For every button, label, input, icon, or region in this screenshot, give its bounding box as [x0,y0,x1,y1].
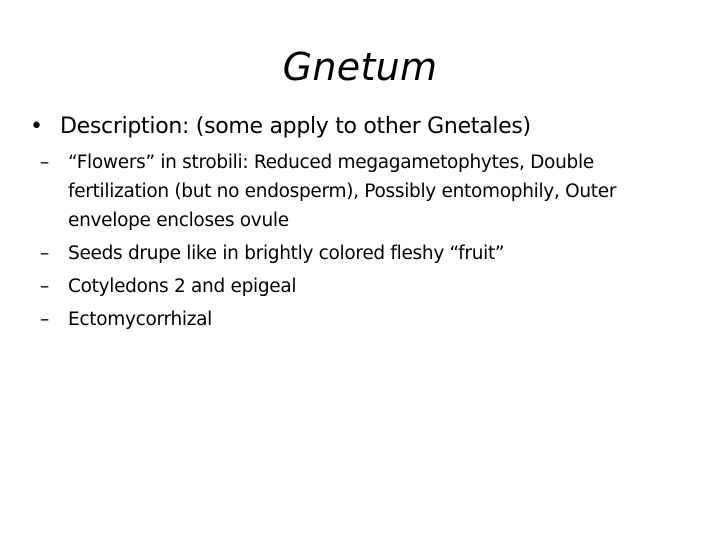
bullet-marker: • [30,114,43,139]
slide-title: Gnetum [282,45,438,89]
dash-marker: – [40,152,49,173]
bullet-list [30,110,690,334]
bullet-item [30,110,690,144]
sub-bullet-item [40,239,690,268]
sub-bullet-item [40,272,690,301]
sub-bullet-text: Cotyledons 2 and epigeal [68,276,297,297]
sub-bullet-text: Seeds drupe like in brightly colored fleshy “fruit” [68,243,505,264]
sub-bullet-item [40,148,690,235]
sub-bullet-list [40,148,690,334]
dash-marker: – [40,243,49,264]
sub-bullet-text: Ectomycorrhizal [68,309,213,330]
dash-marker: – [40,309,49,330]
sub-bullet-item [40,305,690,334]
dash-marker: – [40,276,49,297]
sub-bullet-text: “Flowers” in strobili: Reduced megagametophytes, Double fertilization (but no endosperm), Possibly entomophily, Outer envelope encloses ovule [68,152,617,231]
bullet-text: Description: (some apply to other Gnetales) [60,114,531,139]
